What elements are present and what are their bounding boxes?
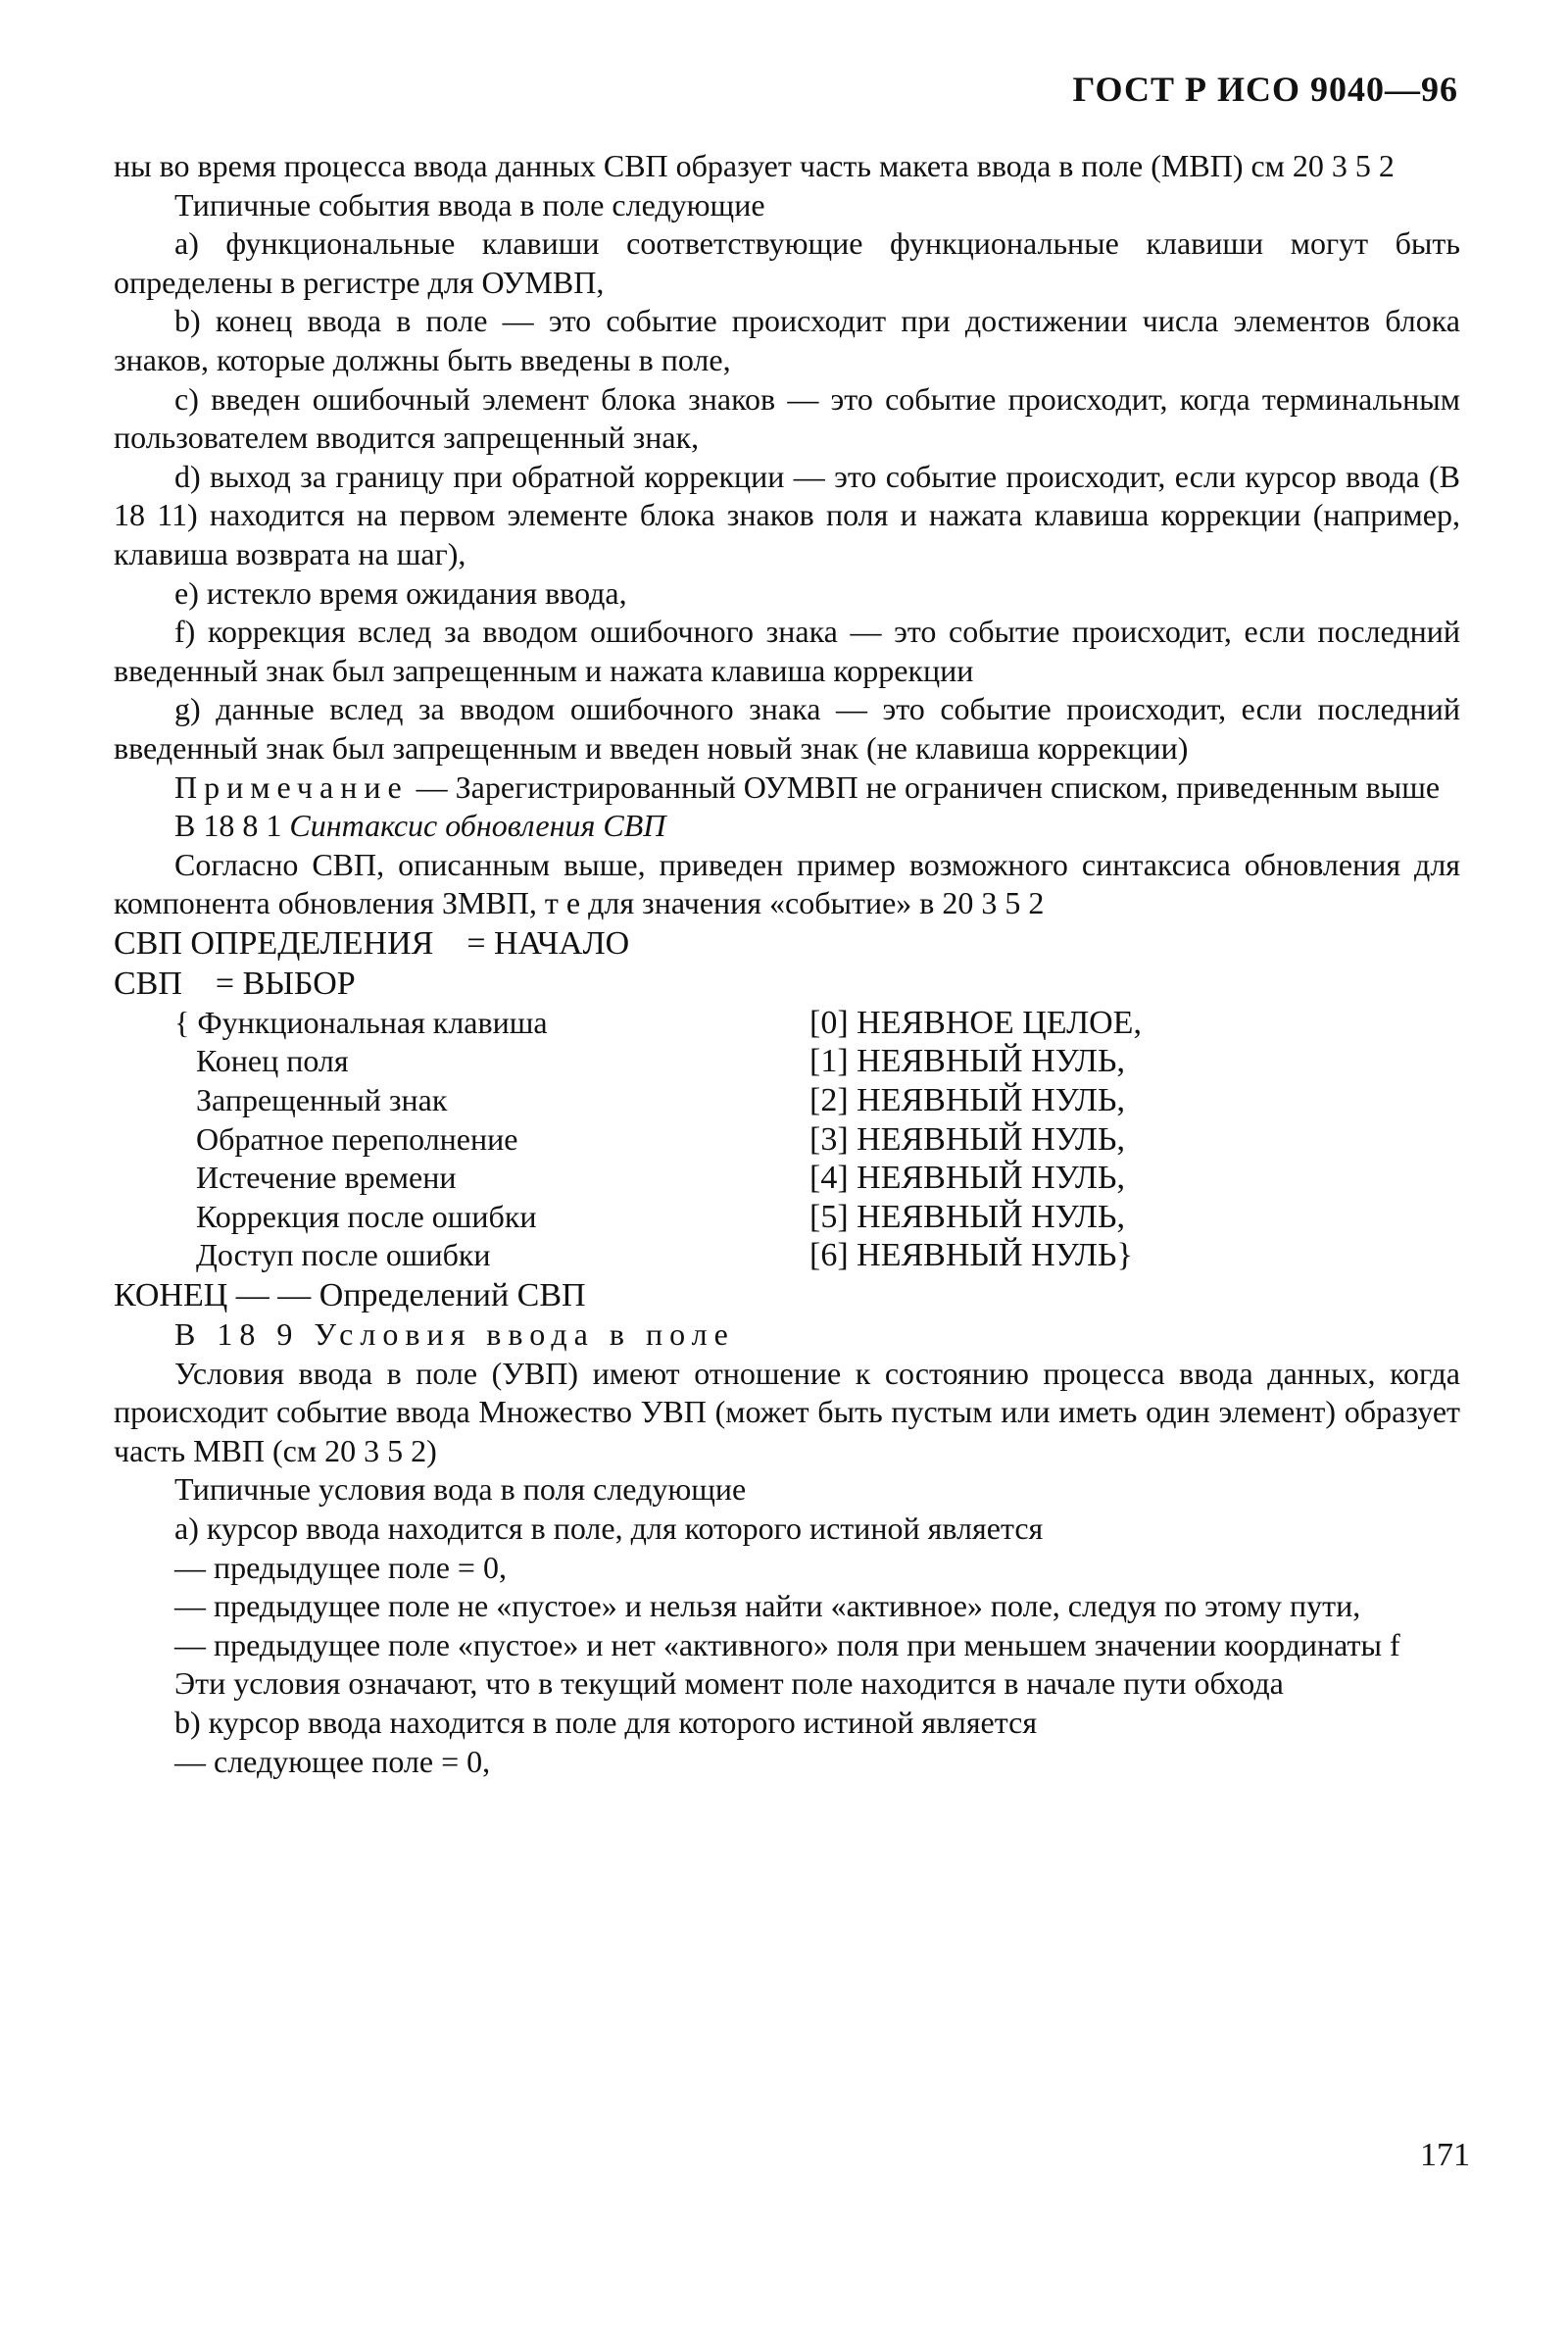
code-row-name: { Функциональная клавиша [174, 1004, 548, 1040]
paragraph-p3: b) конец ввода в поле — это событие происходит при достижении числа элементов блока знаков, которые должны быть введены в поле, [114, 303, 1460, 377]
note-paragraph [114, 768, 1460, 808]
code-row-value: [2] НЕЯВНЫЙ НУЛЬ, [809, 1082, 1125, 1119]
code-line-choice: СВП = ВЫБОР [114, 965, 356, 1002]
note-text: — Зарегистрированный ОУМВП не ограничен списком, приведенным выше [408, 768, 1441, 805]
code-row [174, 1004, 1460, 1043]
section-number: В 18 8 1 [174, 808, 290, 844]
paragraph-q8: — следующее поле = 0, [174, 1743, 491, 1779]
paragraph-q6: Эти условия означают, что в текущий момент поле находится в начале пути обхода [174, 1665, 1284, 1702]
code-row-name: Запрещенный знак [196, 1082, 448, 1118]
code-row [174, 1159, 1460, 1198]
paragraph-q5: — предыдущее поле «пустое» и нет «активного» поля при меньшем значении координаты f [174, 1626, 1400, 1662]
paragraph-p5: d) выход за границу при обратной коррекции — это событие происходит, если курсор ввода (В 18 11) находится на первом элементе блока знаков поля и нажата клавиша коррекции (например, клавиша возврата на шаг), [114, 458, 1460, 571]
code-line-definitions: СВП ОПРЕДЕЛЕНИЯ = НАЧАЛО [114, 924, 630, 962]
paragraph-p7: f) коррекция вслед за вводом ошибочного знака — это событие происходит, если последний введенный знак был запрещенным и нажата клавиша коррекции [114, 614, 1460, 688]
paragraph-q4: — предыдущее поле не «пустое» и нельзя найти «активное» поле, следуя по этому пути, [174, 1588, 1361, 1624]
code-row-value: [5] НЕЯВНЫЙ НУЛЬ, [809, 1198, 1125, 1235]
code-row-name: Доступ после ошибки [196, 1237, 491, 1273]
code-row-value: [4] НЕЯВНЫЙ НУЛЬ, [809, 1160, 1125, 1197]
paragraph-p8: g) данные вслед за вводом ошибочного знака — это событие происходит, если последний введенный знак был запрещенным и введен новый знак (не клавиша коррекции) [114, 691, 1460, 766]
code-line-end: КОНЕЦ — — Определений СВП [114, 1277, 586, 1314]
code-row [174, 1081, 1460, 1120]
body-text [114, 147, 1460, 1781]
code-row-name: Конец поля [196, 1043, 349, 1079]
code-row [174, 1236, 1460, 1275]
code-row [174, 1198, 1460, 1237]
code-row-name: Коррекция после ошибки [196, 1198, 537, 1234]
code-row-value: [0] НЕЯВНОЕ ЦЕЛОЕ, [809, 1004, 1142, 1041]
code-row-value: [1] НЕЯВНЫЙ НУЛЬ, [809, 1043, 1125, 1080]
paragraph-p2: а) функциональные клавиши соответствующие функциональные клавиши могут быть определены в регистре для ОУМВП, [114, 225, 1460, 300]
code-row [174, 1120, 1460, 1160]
paragraph-p1: Типичные события ввода в поле следующие [174, 186, 765, 223]
code-row-name: Обратное переполнение [196, 1120, 518, 1157]
code-row-value: [3] НЕЯВНЫЙ НУЛЬ, [809, 1120, 1125, 1158]
code-choice-list [114, 1004, 1460, 1275]
section-heading-b1881 [114, 807, 1460, 846]
paragraph-q0: Условия ввода в поле (УВП) имеют отношение к состоянию процесса ввода данных, когда происходит событие ввода Множество УВП (может быть пустым или иметь один элемент) образует часть МВП (см 20 3 5 2) [114, 1355, 1460, 1468]
code-row-name: Истечение времени [196, 1160, 457, 1196]
note-label: Примечание [174, 768, 409, 805]
paragraph-q1: Типичные условия вода в поля следующие [174, 1471, 747, 1508]
paragraph-q3: — предыдущее поле = 0, [174, 1549, 507, 1585]
paragraph-p0: ны во время процесса ввода данных СВП образует часть макета ввода в поле (МВП) см 20 3 5 2 [114, 148, 1395, 183]
paragraph-q2: а) курсор ввода находится в поле, для которого истиной является [174, 1511, 1044, 1546]
section-title: Синтаксис обновления СВП [289, 808, 666, 844]
page-number: 171 [1420, 2137, 1470, 2173]
paragraph-syntax: Согласно СВП, описанным выше, приведен пример возможного синтаксиса обновления для компонента обновления ЗМВП, т е для значения «событие» в 20 3 5 2 [114, 846, 1460, 921]
code-row [174, 1042, 1460, 1081]
paragraph-q7: b) курсор ввода находится в поле для которого истиной является [174, 1704, 1038, 1740]
paragraph-p6: е) истекло время ожидания ввода, [174, 574, 627, 611]
paragraph-p4: с) введен ошибочный элемент блока знаков — это событие происходит, когда терминальным пользователем вводится запрещенный знак, [114, 380, 1460, 456]
section-heading-b189: В 18 9 Условия ввода в поле [174, 1316, 735, 1353]
code-row-value: [6] НЕЯВНЫЙ НУЛЬ} [809, 1237, 1133, 1274]
page-header: ГОСТ Р ИСО 9040—96 [1072, 70, 1458, 109]
